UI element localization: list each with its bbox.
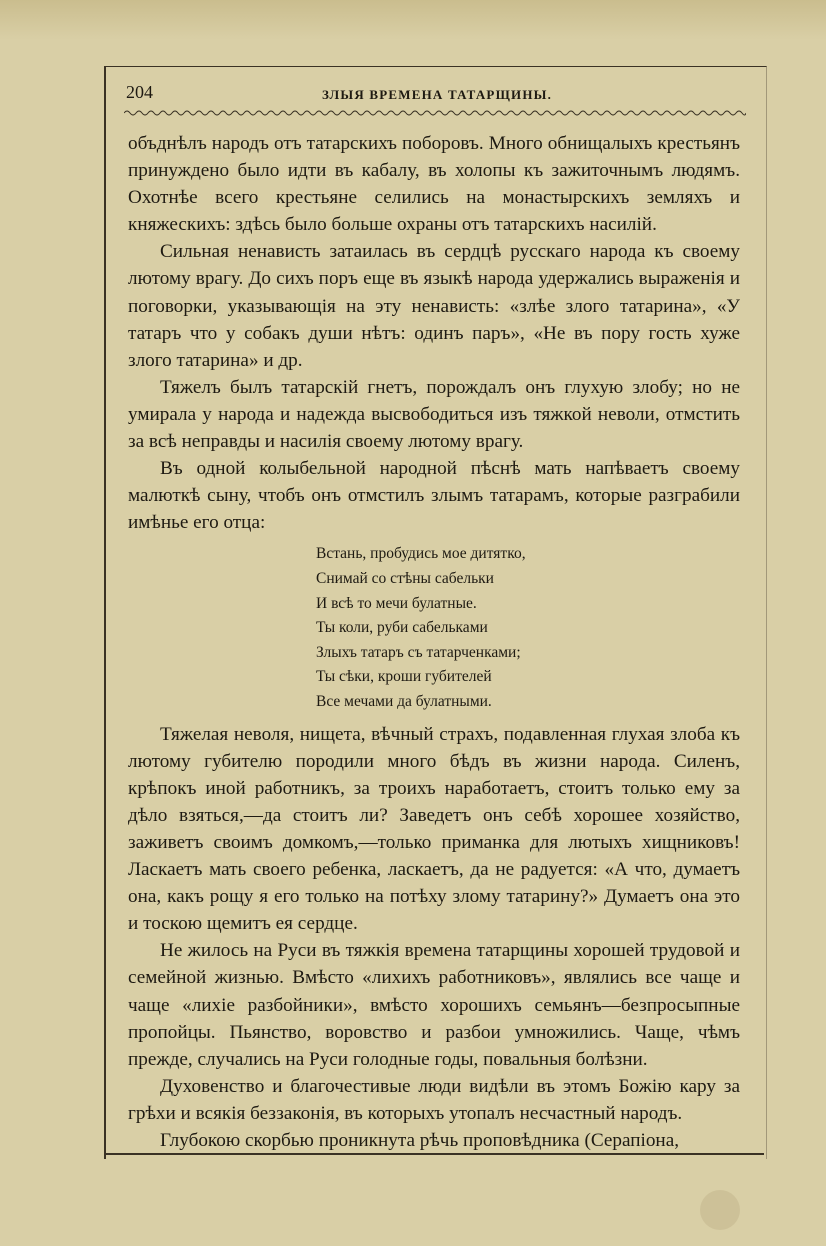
wavy-rule-ornament — [124, 108, 746, 118]
poem-line: Все мечами да булатными. — [316, 692, 492, 710]
body-text — [128, 130, 740, 1154]
poem-line: Встань, пробудись мое дитятко, — [316, 545, 526, 563]
paragraph: Тяжелая неволя, нищета, вѣчный страхъ, подавленная глухая злоба къ лютому губителю породили много бѣдъ въ жизни народа. Силенъ, крѣпокъ иной работникъ, за троихъ наработаетъ, стоитъ только ему за дѣло взяться,—да стоитъ ли? Заведетъ онъ себѣ хорошее хозяйство, заживетъ своимъ домкомъ,—только приманка для лютыхъ хищниковъ! Ласкаетъ мать своего ребенка, ласкаетъ, да не радуется: «А что, думаетъ она, какъ рощу я его только на потѣху злому татарину?» Думаетъ она это и тоскою щемитъ ея сердце. — [128, 723, 740, 935]
paragraph: Въ одной колыбельной народной пѣснѣ мать напѣваетъ своему малюткѣ сыну, чтобъ онъ отмстилъ злымъ татарамъ, которые разграбили имѣнье его отца: — [128, 458, 740, 534]
poem-line: Злыхъ татаръ съ татарченками; — [316, 643, 521, 661]
page-number: 204 — [126, 82, 153, 102]
paper-stain — [700, 1190, 740, 1230]
paragraph: объднѣлъ народъ отъ татарскихъ поборовъ. Много обнищалыхъ крестьянъ принуждено было идти въ кабалу, въ холопы къ зажиточнымъ людямъ. Охотнѣе всего крестьяне селились на монастырскихъ земляхъ и княжескихъ: здѣсь было больше охраны отъ татарскихъ насилій. — [128, 133, 740, 236]
paragraph: Не жилось на Руси въ тяжкія времена татарщины хорошей трудовой и семейной жизнью. Вмѣсто «лихихъ работниковъ», являлись все чаще и чаще «лихіе разбойники», вмѣсто хорошихъ семьянъ—безпросыпные пропойцы. Пьянство, воровство и разбои умножились. Чаще, чѣмъ прежде, случались на Руси голодные годы, повальныя болѣзни. — [128, 940, 740, 1070]
poem-line: Снимай со стѣны сабельки — [316, 570, 494, 587]
paragraph: Духовенство и благочестивые люди видѣли въ этомъ Божію кару за грѣхи и всякія беззаконія, въ которыхъ утопалъ несчастный народъ. — [128, 1075, 740, 1124]
paragraph: Тяжелъ былъ татарскій гнетъ, порождалъ онъ глухую злобу; но не умирала у народа и надежда высвободиться изъ тяжкой неволи, отмстить за всѣ неправды и насилія своему лютому врагу. — [128, 376, 740, 453]
lullaby-poem — [316, 542, 740, 714]
paragraph: Глубокою скорбью проникнута рѣчь проповѣдника (Серапіона, — [160, 1129, 680, 1151]
poem-line: И всѣ то мечи булатные. — [316, 594, 477, 612]
page-edge — [0, 0, 826, 40]
poem-line: Ты коли, руби сабельками — [316, 619, 488, 637]
poem-line: Ты сѣки, кроши губителей — [316, 668, 492, 686]
page-header — [126, 82, 746, 110]
running-title: ЗЛЫЯ ВРЕМЕНА ТАТАРЩИНЫ. — [322, 87, 553, 102]
paragraph: Сильная ненависть затаилась въ сердцѣ русскаго народа къ своему лютому врагу. До сихъ поръ еще въ языкѣ народа удержались выраженія и поговорки, указывающія на эту ненависть: «злѣе злого татарина», «У татаръ что у собакъ души нѣтъ: одинъ паръ», «Не въ пору гость хуже злого татарина» и др. — [128, 241, 740, 371]
